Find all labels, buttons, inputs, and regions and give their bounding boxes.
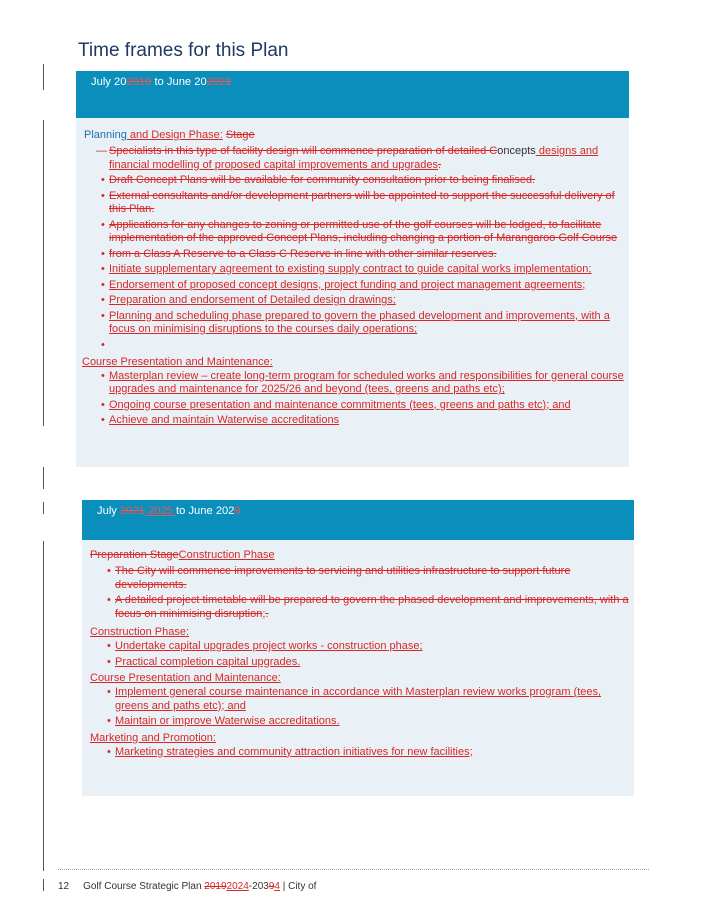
bullet-icon: • <box>101 338 105 351</box>
change-bar <box>43 120 44 426</box>
phase-list <box>90 565 634 621</box>
list-item: • Practical completion capital upgrades. <box>107 655 301 668</box>
phase-heading: Marketing and Promotion: <box>90 731 216 744</box>
bullet-icon: • <box>101 369 105 382</box>
list-item: • The City will commence improvements to servicing and utilities infrastructure to support future developments. <box>107 565 571 591</box>
phase-heading: Construction Phase: <box>90 626 190 638</box>
change-bar <box>43 64 44 90</box>
change-bar <box>43 467 44 489</box>
bullet-icon: • <box>107 655 111 668</box>
list-item: • Maintain or improve Waterwise accreditations. <box>107 715 340 727</box>
bullet-icon: • <box>107 565 111 577</box>
bullet-icon: • <box>101 263 105 275</box>
list-item: • Initiate supplementary agreement to existing supply contract to guide capital works implementation; <box>101 263 592 275</box>
bullet-icon: • <box>101 189 105 202</box>
list-item: • Endorsement of proposed concept designs, project funding and project management agreements; <box>101 278 586 291</box>
bullet-icon: • <box>107 686 111 698</box>
timeframe-box-2 <box>82 500 634 796</box>
bullet-icon: • <box>101 247 105 260</box>
phase-heading: Course Presentation and Maintenance: <box>90 672 281 684</box>
phase-heading: Preparation StageConstruction Phase <box>90 549 275 561</box>
bullet-icon: • <box>101 414 105 426</box>
bullet-icon: • <box>101 398 105 411</box>
list-item: • A detailed project timetable will be prepared to govern the phased development and improvements, with a focus on minimising disruption;. <box>107 594 629 620</box>
list-item: • Applications for any changes to zoning or permitted use of the golf courses will be lodged, to facilitate implementation of the approved Concept Plans, including changing a portion of Marangaroo Golf Course <box>101 218 618 244</box>
change-bar <box>43 502 44 514</box>
list-item: • Achieve and maintain Waterwise accreditations <box>101 414 340 426</box>
bullet-icon: • <box>107 594 111 606</box>
list-item: • Marketing strategies and community attraction initiatives for new facilities; <box>107 745 473 758</box>
phase-list <box>84 145 629 353</box>
page-footer: 12 Golf Course Strategic Plan 20192024-20394 | City of <box>58 881 317 892</box>
list-item: • Masterplan review – create long-term program for scheduled works and responsibilities for general course upgrades and maintenance for 2025/26 and beyond (tees, greens and paths etc); <box>101 369 624 395</box>
timeframe-box-1 <box>76 71 629 467</box>
bullet-icon: • <box>107 745 111 758</box>
page-number: 12 <box>58 881 70 892</box>
timeframe-header-1: July 202019 to June 202021 <box>76 71 629 118</box>
page-title: Time frames for this Plan <box>78 40 289 61</box>
phase-heading: Course Presentation and Maintenance: <box>82 355 273 368</box>
change-bar <box>43 541 44 871</box>
phase-list <box>90 640 634 669</box>
bullet-icon: • <box>107 715 111 727</box>
list-item: • Planning and scheduling phase prepared to govern the phased development and improvements, with a focus on minimising disruptions to the courses daily operations; <box>101 309 610 335</box>
list-item: • External consultants and/or development partners will be appointed to support the successful delivery of this Plan. <box>101 189 615 215</box>
list-item: • Preparation and endorsement of Detailed design drawings; <box>101 294 396 306</box>
list-item: • from a Class A Reserve to a Class C Reserve in line with other similar reserves. <box>101 247 497 260</box>
list-item: — Specialists in this type of facility design will commence preparation of detailed Concepts designs and financial modelling of proposed capital improvements and upgrades. <box>96 145 599 171</box>
phase-heading: Planning and Design Phase: Stage <box>84 129 255 141</box>
phase-list <box>90 686 634 729</box>
bullet-icon: • <box>101 218 105 231</box>
list-item: • Ongoing course presentation and maintenance commitments (tees, greens and paths etc); and <box>101 398 571 411</box>
change-bar <box>43 879 44 891</box>
bullet-icon: • <box>101 294 105 306</box>
bullet-icon: • <box>101 309 105 322</box>
list-item: • Undertake capital upgrades project works - construction phase; <box>107 640 423 652</box>
phase-list <box>90 746 634 760</box>
timeframe-header-2: July 2021 2025 to June 2029 <box>82 500 634 540</box>
list-item: • Draft Concept Plans will be available for community consultation prior to being finalised. <box>101 174 536 186</box>
list-item: • Implement general course maintenance in accordance with Masterplan review works program (tees, greens and paths etc); and <box>107 686 602 712</box>
bullet-icon: • <box>107 640 111 652</box>
phase-list <box>84 370 629 428</box>
bullet-icon: • <box>101 278 105 291</box>
list-item <box>84 339 629 353</box>
footer-divider <box>58 869 649 870</box>
bullet-icon: • <box>101 174 105 186</box>
